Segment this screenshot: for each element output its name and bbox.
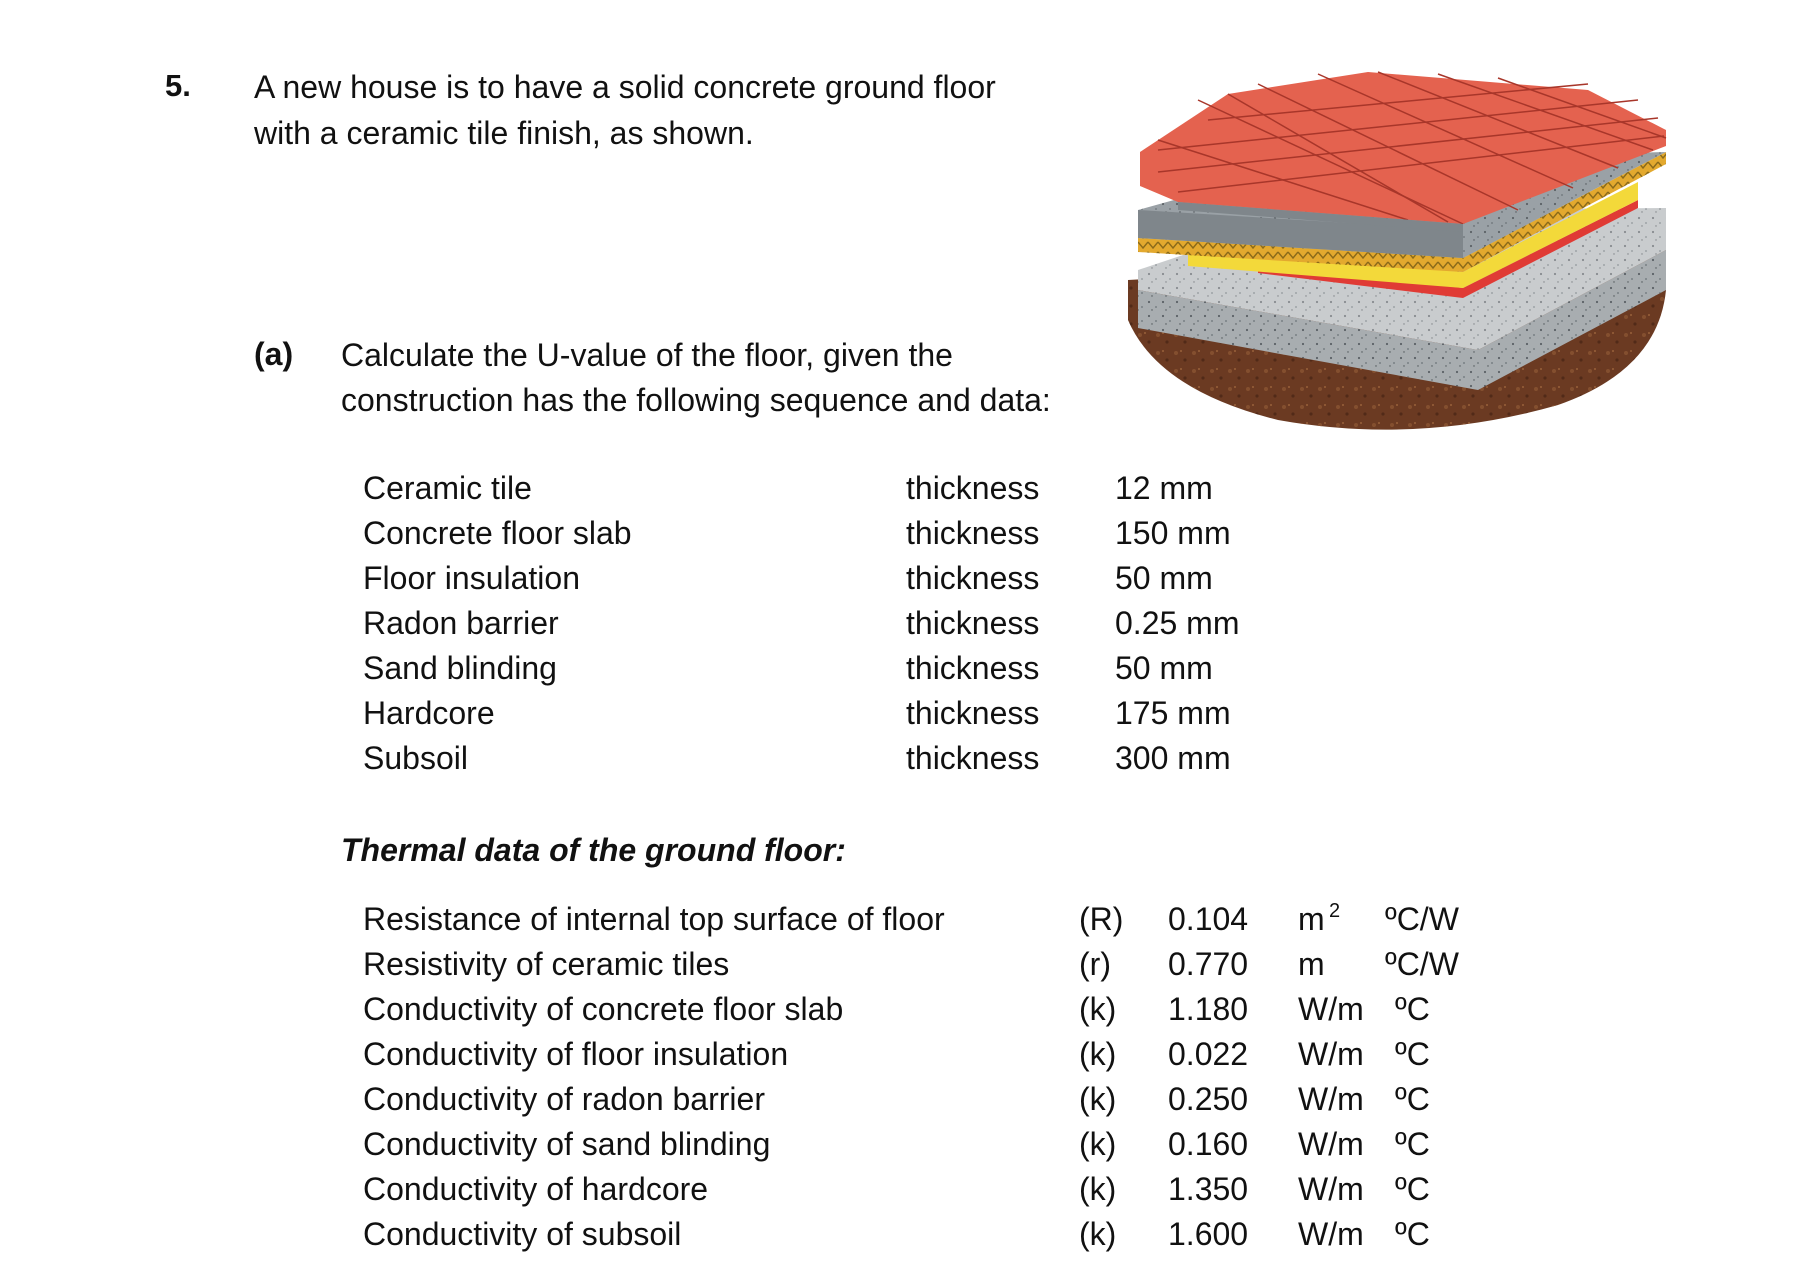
unit-primary: W/m bbox=[1298, 1081, 1364, 1117]
property-name: Conductivity of sand blinding bbox=[363, 1126, 771, 1162]
thermal-row bbox=[0, 1077, 1818, 1122]
unit-secondary: ºC bbox=[1395, 1126, 1430, 1162]
thickness-value: 50 mm bbox=[1115, 650, 1213, 686]
layer-row bbox=[0, 511, 1818, 556]
thickness-value: 150 mm bbox=[1115, 515, 1231, 551]
thickness-value: 300 mm bbox=[1115, 740, 1231, 776]
layer-name: Ceramic tile bbox=[363, 470, 532, 506]
property-symbol: (R) bbox=[1079, 901, 1124, 937]
property-symbol: (r) bbox=[1079, 946, 1111, 982]
property-symbol: (k) bbox=[1079, 1126, 1117, 1162]
unit-primary: W/m bbox=[1298, 1216, 1364, 1252]
layer-name: Concrete floor slab bbox=[363, 515, 632, 551]
question-intro bbox=[254, 64, 996, 156]
layer-row bbox=[0, 466, 1818, 511]
property-name: Conductivity of radon barrier bbox=[363, 1081, 765, 1117]
thickness-label: thickness bbox=[906, 470, 1040, 506]
instruction-line: construction has the following sequence and data: bbox=[341, 382, 1051, 418]
unit-secondary: ºC/W bbox=[1385, 946, 1459, 982]
layer-name: Hardcore bbox=[363, 695, 495, 731]
property-symbol: (k) bbox=[1079, 1171, 1117, 1207]
thermal-data-heading: Thermal data of the ground floor: bbox=[341, 832, 846, 868]
property-value: 0.770 bbox=[1168, 946, 1249, 982]
unit-primary: W/m bbox=[1298, 1171, 1364, 1207]
thickness-label: thickness bbox=[906, 650, 1040, 686]
intro-line: with a ceramic tile finish, as shown. bbox=[254, 115, 754, 151]
thickness-label: thickness bbox=[906, 560, 1040, 596]
thermal-row bbox=[0, 942, 1818, 987]
thickness-value: 50 mm bbox=[1115, 560, 1213, 596]
part-a-label: (a) bbox=[254, 336, 294, 372]
intro-line: A new house is to have a solid concrete ground floor bbox=[254, 69, 996, 105]
thickness-value: 0.25 mm bbox=[1115, 605, 1240, 641]
property-symbol: (k) bbox=[1079, 1081, 1117, 1117]
unit-secondary: ºC bbox=[1395, 991, 1430, 1027]
thickness-label: thickness bbox=[906, 515, 1040, 551]
unit-secondary: ºC/W bbox=[1385, 901, 1459, 937]
unit-secondary: ºC bbox=[1395, 1171, 1430, 1207]
unit-primary: W/m bbox=[1298, 1036, 1364, 1072]
layer-name: Floor insulation bbox=[363, 560, 580, 596]
layer-name: Subsoil bbox=[363, 740, 468, 776]
property-value: 1.600 bbox=[1168, 1216, 1249, 1252]
floor-construction-illustration bbox=[1118, 60, 1678, 440]
layer-row bbox=[0, 601, 1818, 646]
unit-superscript: 2 bbox=[1329, 900, 1341, 922]
unit-secondary: ºC bbox=[1395, 1081, 1430, 1117]
layer-name: Radon barrier bbox=[363, 605, 559, 641]
property-name: Conductivity of subsoil bbox=[363, 1216, 682, 1252]
unit-primary: W/m bbox=[1298, 1126, 1364, 1162]
layer-row bbox=[0, 736, 1818, 781]
property-name: Resistance of internal top surface of floor bbox=[363, 901, 945, 937]
property-value: 0.160 bbox=[1168, 1126, 1249, 1162]
property-value: 0.250 bbox=[1168, 1081, 1249, 1117]
unit-primary: m bbox=[1298, 946, 1325, 982]
thermal-row bbox=[0, 1122, 1818, 1167]
property-value: 0.022 bbox=[1168, 1036, 1249, 1072]
part-a-instructions bbox=[341, 333, 1051, 423]
thermal-row bbox=[0, 1212, 1818, 1257]
thermal-row bbox=[0, 1032, 1818, 1077]
thickness-label: thickness bbox=[906, 605, 1040, 641]
property-name: Conductivity of concrete floor slab bbox=[363, 991, 844, 1027]
property-value: 1.350 bbox=[1168, 1171, 1249, 1207]
thickness-value: 12 mm bbox=[1115, 470, 1213, 506]
thermal-row bbox=[0, 1167, 1818, 1212]
unit-primary: W/m bbox=[1298, 991, 1364, 1027]
layer-row bbox=[0, 646, 1818, 691]
property-symbol: (k) bbox=[1079, 1036, 1117, 1072]
thermal-row bbox=[0, 987, 1818, 1032]
unit-primary: m bbox=[1298, 901, 1325, 937]
property-name: Conductivity of hardcore bbox=[363, 1171, 709, 1207]
layer-row bbox=[0, 556, 1818, 601]
property-value: 1.180 bbox=[1168, 991, 1249, 1027]
thickness-value: 175 mm bbox=[1115, 695, 1231, 731]
property-name: Conductivity of floor insulation bbox=[363, 1036, 789, 1072]
property-symbol: (k) bbox=[1079, 991, 1117, 1027]
property-name: Resistivity of ceramic tiles bbox=[363, 946, 730, 982]
property-value: 0.104 bbox=[1168, 901, 1249, 937]
unit-secondary: ºC bbox=[1395, 1036, 1430, 1072]
thermal-row bbox=[0, 897, 1818, 942]
instruction-line: Calculate the U-value of the floor, given the bbox=[341, 337, 953, 373]
property-symbol: (k) bbox=[1079, 1216, 1117, 1252]
thickness-label: thickness bbox=[906, 740, 1040, 776]
layer-row bbox=[0, 691, 1818, 736]
question-number: 5. bbox=[165, 68, 191, 103]
unit-secondary: ºC bbox=[1395, 1216, 1430, 1252]
thickness-label: thickness bbox=[906, 695, 1040, 731]
layer-name: Sand blinding bbox=[363, 650, 557, 686]
